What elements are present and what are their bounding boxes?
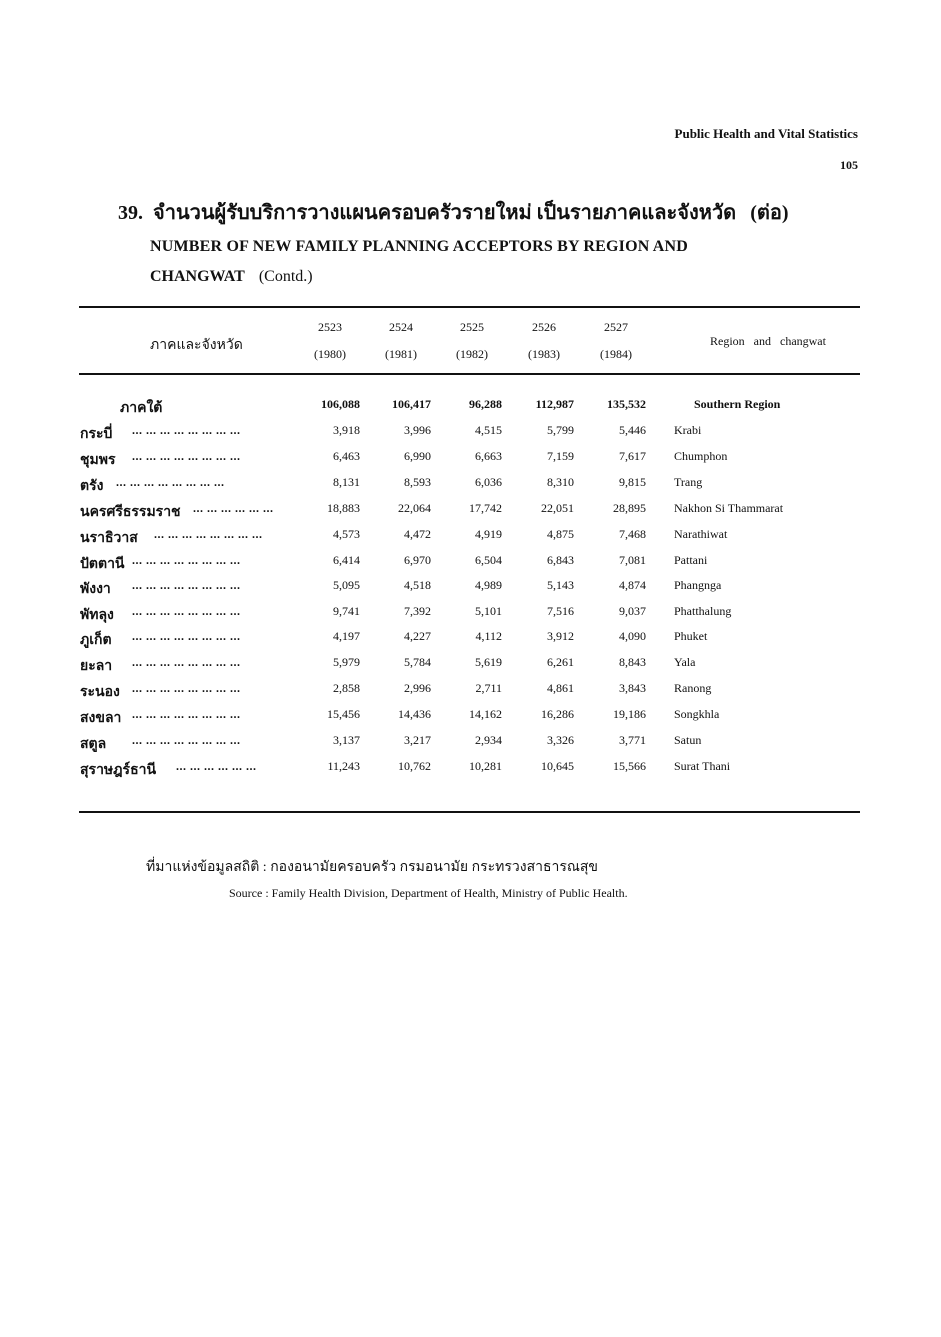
table-cell: 15,566: [613, 759, 646, 773]
title-thai-line: [118, 196, 789, 228]
table-cell: 6,663: [475, 449, 502, 463]
table-cell: 2,858: [333, 681, 360, 695]
table-cell: 4,573: [333, 527, 360, 541]
changwat-thai: พัทลุง: [80, 608, 114, 623]
table-cell: 2,711: [475, 681, 502, 695]
table-row: [0, 629, 941, 651]
changwat-thai: นครศรีธรรมราช: [80, 505, 181, 520]
table-row: [0, 553, 941, 575]
table-cell: 5,799: [547, 423, 574, 437]
table-cell: 6,990: [404, 449, 431, 463]
table-row: [0, 449, 941, 471]
table-cell: 4,919: [475, 527, 502, 541]
table-cell: 19,186: [613, 707, 646, 721]
changwat-english: Narathiwat: [674, 527, 728, 541]
table-cell: 6,463: [333, 449, 360, 463]
running-head: Public Health and Vital Statistics: [674, 126, 858, 141]
changwat-thai: ปัตตานี: [80, 557, 125, 572]
table-cell: 4,874: [619, 578, 646, 592]
table-cell: 10,762: [398, 759, 431, 773]
table-cell: 2,934: [475, 733, 502, 747]
table-cell: 3,996: [404, 423, 431, 437]
title-english-changwat: CHANGWAT: [150, 268, 245, 285]
table-cell: 15,456: [327, 707, 360, 721]
table-cell: 6,970: [404, 553, 431, 567]
table-cell: 10,645: [541, 759, 574, 773]
title-english-line1: NUMBER OF NEW FAMILY PLANNING ACCEPTORS BY REGION AND: [150, 238, 689, 255]
table-row: [0, 604, 941, 626]
table-cell: 135,532: [607, 397, 646, 411]
source-note-english: Source : Family Health Division, Department of Health, Ministry of Public Health.: [229, 886, 628, 900]
changwat-thai: ยะลา: [80, 659, 113, 674]
table-cell: 106,417: [392, 397, 431, 411]
column-header-thai: ภาคและจังหวัด: [150, 338, 243, 353]
table-cell: 7,392: [404, 604, 431, 618]
leader-dots: ... ... ... ... ... ... ... ...: [132, 655, 241, 669]
table-cell: 4,227: [404, 629, 431, 643]
leader-dots: ... ... ... ... ... ... ... ...: [132, 707, 241, 721]
table-row: [0, 475, 941, 497]
table-cell: 4,875: [547, 527, 574, 541]
table-row: [0, 578, 941, 600]
table-cell: 7,617: [619, 449, 646, 463]
changwat-english: Pattani: [674, 553, 708, 567]
table-title: [118, 196, 789, 286]
table-cell: 14,436: [398, 707, 431, 721]
table-cell: 6,261: [547, 655, 574, 669]
table-cell: 112,987: [535, 397, 574, 411]
changwat-english: Ranong: [674, 681, 712, 695]
table-cell: 4,090: [619, 629, 646, 643]
changwat-thai: ภูเก็ต: [80, 633, 112, 648]
leader-dots: ... ... ... ... ... ... ... ...: [132, 553, 241, 567]
table-cell: 96,288: [469, 397, 502, 411]
changwat-english: Satun: [674, 733, 702, 747]
table-cell: 6,036: [475, 475, 502, 489]
table-row: [0, 759, 941, 781]
table-cell: 5,095: [333, 578, 360, 592]
changwat-english: Nakhon Si Thammarat: [674, 501, 784, 515]
region-total-row: [0, 397, 941, 419]
table-cell: 22,051: [541, 501, 574, 515]
table-cell: 18,883: [327, 501, 360, 515]
table-cell: 7,159: [547, 449, 574, 463]
leader-dots: ... ... ... ... ... ... ... ...: [154, 527, 263, 541]
table-cell: 14,162: [469, 707, 502, 721]
changwat-thai: สุราษฎร์ธานี: [80, 763, 157, 778]
table-row: [0, 501, 941, 523]
table-cell: 3,326: [547, 733, 574, 747]
table-cell: 8,843: [619, 655, 646, 669]
year-be-header: 2527: [604, 320, 628, 334]
table-cell: 9,037: [619, 604, 646, 618]
changwat-english: Phangnga: [674, 578, 722, 592]
leader-dots: ... ... ... ... ... ... ... ...: [132, 681, 241, 695]
table-cell: 106,088: [321, 397, 360, 411]
table-cell: 9,741: [333, 604, 360, 618]
year-be-header: 2526: [532, 320, 556, 334]
changwat-thai: สงขลา: [80, 711, 122, 726]
year-ad-header: (1983): [528, 347, 560, 361]
region-name-english: Southern Region: [694, 397, 781, 411]
year-be-header: 2524: [389, 320, 413, 334]
leader-dots: ... ... ... ... ... ... ... ...: [116, 475, 225, 489]
changwat-english: Songkhla: [674, 707, 720, 721]
title-thai: จำนวนผู้รับบริการวางแผนครอบครัวรายใหม่ เป็นรายภาคและจังหวัด: [153, 202, 737, 224]
changwat-english: Surat Thani: [674, 759, 731, 773]
leader-dots: ... ... ... ... ... ...: [193, 501, 274, 515]
changwat-thai: ชุมพร: [80, 453, 116, 468]
table-cell: 4,112: [475, 629, 502, 643]
leader-dots: ... ... ... ... ... ... ... ...: [132, 733, 241, 747]
leader-dots: ... ... ... ... ... ... ... ...: [132, 629, 241, 643]
table-cell: 8,310: [547, 475, 574, 489]
leader-dots: ... ... ... ... ... ...: [176, 759, 257, 773]
table-cell: 4,518: [404, 578, 431, 592]
year-be-header: 2525: [460, 320, 484, 334]
changwat-english: Trang: [674, 475, 703, 489]
table-cell: 22,064: [398, 501, 431, 515]
table-cell: 8,593: [404, 475, 431, 489]
table-header-rule: [79, 373, 860, 375]
leader-dots: ... ... ... ... ... ... ... ...: [132, 604, 241, 618]
title-english-line2: [150, 268, 789, 286]
table-cell: 17,742: [469, 501, 502, 515]
table-cell: 4,515: [475, 423, 502, 437]
table-row: [0, 527, 941, 549]
changwat-thai: สตูล: [80, 737, 107, 752]
changwat-thai: ระนอง: [80, 685, 120, 700]
changwat-english: Krabi: [674, 423, 702, 437]
leader-dots: ... ... ... ... ... ... ... ...: [132, 423, 241, 437]
year-ad-header: (1982): [456, 347, 488, 361]
table-cell: 3,217: [404, 733, 431, 747]
year-be-header: 2523: [318, 320, 342, 334]
title-thai-contd: (ต่อ): [750, 202, 789, 224]
leader-dots: ... ... ... ... ... ... ... ...: [132, 578, 241, 592]
table-cell: 5,979: [333, 655, 360, 669]
table-cell: 5,446: [619, 423, 646, 437]
changwat-english: Phatthalung: [674, 604, 732, 618]
table-bottom-rule: [79, 811, 860, 813]
table-cell: 3,843: [619, 681, 646, 695]
table-row: [0, 423, 941, 445]
leader-dots: ... ... ... ... ... ... ... ...: [132, 449, 241, 463]
table-cell: 28,895: [613, 501, 646, 515]
table-cell: 7,081: [619, 553, 646, 567]
changwat-thai: ตรัง: [80, 479, 104, 494]
table-cell: 6,843: [547, 553, 574, 567]
column-header-english: Region and changwat: [710, 334, 826, 348]
table-number: 39.: [118, 202, 143, 224]
table-row: [0, 733, 941, 755]
table-row: [0, 655, 941, 677]
table-cell: 6,504: [475, 553, 502, 567]
changwat-english: Chumphon: [674, 449, 728, 463]
source-note-thai: ที่มาแห่งข้อมูลสถิติ : กองอนามัยครอบครัว กรมอนามัย กระทรวงสาธารณสุข: [146, 860, 599, 875]
table-cell: 8,131: [333, 475, 360, 489]
table-cell: 4,472: [404, 527, 431, 541]
table-cell: 5,143: [547, 578, 574, 592]
region-name-thai: ภาคใต้: [120, 401, 163, 416]
table-cell: 4,197: [333, 629, 360, 643]
year-ad-header: (1984): [600, 347, 632, 361]
table-cell: 9,815: [619, 475, 646, 489]
table-cell: 3,912: [547, 629, 574, 643]
table-cell: 16,286: [541, 707, 574, 721]
page-number: 105: [840, 158, 858, 172]
year-ad-header: (1980): [314, 347, 346, 361]
table-cell: 7,468: [619, 527, 646, 541]
table-row: [0, 707, 941, 729]
title-english-contd: (Contd.): [258, 268, 313, 285]
table-cell: 6,414: [333, 553, 360, 567]
table-cell: 10,281: [469, 759, 502, 773]
table-cell: 11,243: [327, 759, 360, 773]
table-cell: 4,861: [547, 681, 574, 695]
changwat-thai: กระบี่: [80, 427, 113, 442]
table-row: [0, 681, 941, 703]
year-ad-header: (1981): [385, 347, 417, 361]
table-cell: 4,989: [475, 578, 502, 592]
table-cell: 3,137: [333, 733, 360, 747]
table-cell: 7,516: [547, 604, 574, 618]
changwat-english: Phuket: [674, 629, 708, 643]
changwat-thai: นราธิวาส: [80, 531, 138, 546]
table-cell: 3,771: [619, 733, 646, 747]
changwat-thai: พังงา: [80, 582, 111, 597]
table-cell: 3,918: [333, 423, 360, 437]
table-cell: 5,619: [475, 655, 502, 669]
table-top-rule: [79, 306, 860, 308]
table-cell: 5,101: [475, 604, 502, 618]
table-cell: 5,784: [404, 655, 431, 669]
table-cell: 2,996: [404, 681, 431, 695]
changwat-english: Yala: [674, 655, 696, 669]
